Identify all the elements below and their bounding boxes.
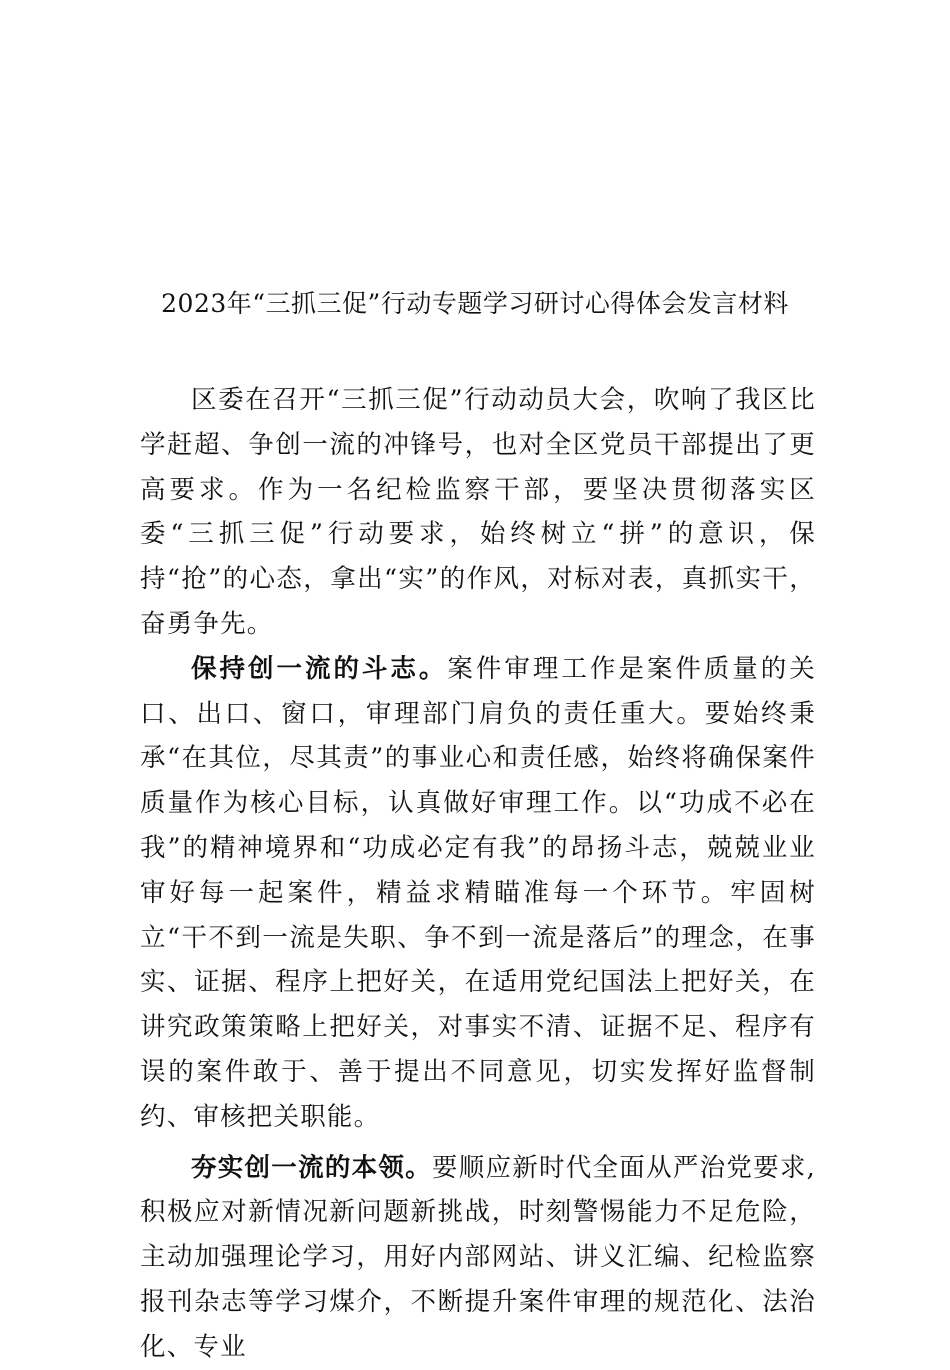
paragraph-heading: 夯实创一流的本领。 [191,1152,432,1183]
paragraph-intro-text: 区委在召开“三抓三促”行动动员大会，吹响了我区比学赶超、争创一流的冲锋号，也对全区党员干部提出了更高要求。作为一名纪检监察干部，要坚决贯彻落实区委“三抓三促”行动要求，始终树立“拼”的意识，保持“抢”的心态，拿出“实”的作风，对标对表，真抓实干，奋勇争先。 [140,385,816,639]
paragraph-intro [140,378,816,647]
paragraph-heading: 保持创一流的斗志。 [191,653,448,684]
paragraph-fighting-spirit [140,647,816,1140]
document-title: 2023年“三抓三促”行动专题学习研讨心得体会发言材料 [161,289,789,318]
paragraph-capability [140,1146,816,1370]
paragraph-text: 案件审理工作是案件质量的关口、出口、窗口，审理部门肩负的责任重大。要始终秉承“在其位，尽其责”的事业心和责任感，始终将确保案件质量作为核心目标，认真做好审理工作。以“功成不必在我”的精神境界和“功成必定有我”的昂扬斗志，兢兢业业审好每一起案件，精益求精瞄准每一个环节。牢固树立“干不到一流是失职、争不到一流是落后”的理念，在事实、证据、程序上把好关，在适用党纪国法上把好关，在讲究政策策略上把好关，对事实不清、证据不足、程序有误的案件敢于、善于提出不同意见，切实发挥好监督制约、审核把关职能。 [140,653,816,1132]
document-body [140,378,816,1370]
paragraph-text: 要顺应新时代全面从严治党要求,积极应对新情况新问题新挑战，时刻警惕能力不足危险，主动加强理论学习，用好内部网站、讲义汇编、纪检监察报刊杂志等学习煤介，不断提升案件审理的规范化、法治化、专业 [140,1152,816,1362]
